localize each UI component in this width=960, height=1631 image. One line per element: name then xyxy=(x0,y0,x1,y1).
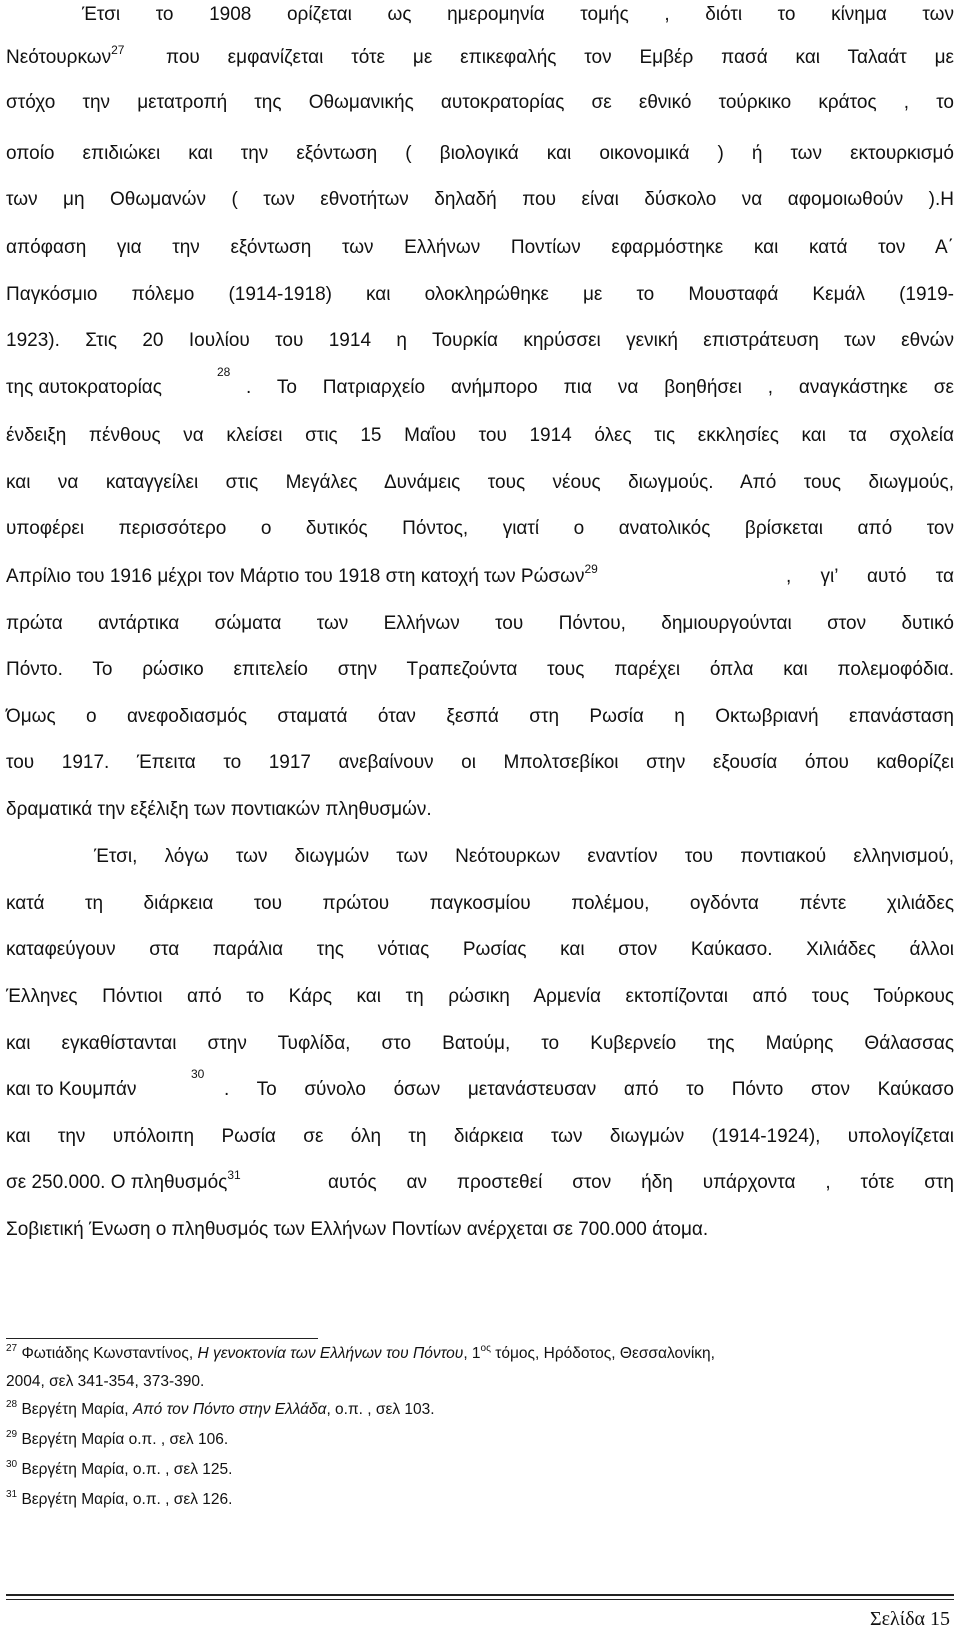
body-line: οποίο επιδιώκει και την εξόντωση ( βιολογικά και οικονομικά ) ή των εκτουρκισμό xyxy=(6,143,954,164)
footer-rule xyxy=(6,1594,954,1600)
page-number: Σελίδα 15 xyxy=(869,1608,950,1630)
body-line: ένδειξη πένθους να κλείσει στις 15 Μαΐου του 1914 όλες τις εκκλησίες και τα σχολεία xyxy=(6,425,954,446)
body-line-continuation: αυτός αν προστεθεί στον ήδη υπάρχοντα , τότε στη xyxy=(328,1172,954,1193)
footnote-27: $^{27}$ Φωτιάδης Κωνσταντίνος, Η γενοκτονία των Ελλήνων του Πόντου, $1^{o\varsigma}$ τόμος, Ηρόδοτος, Θεσσαλονίκη, xyxy=(6,1343,715,1362)
body-line: Απρίλιο του 1916 μέχρι τον Μάρτιο του 1918 στη κατοχή των Ρώσων$^{29}$ xyxy=(6,562,598,587)
body-line: Όμως ο ανεφοδιασμός σταματά όταν ξεσπά στη Ρωσία η Οκτωβριανή επανάσταση xyxy=(6,706,954,727)
footnote-31: $^{31}$ Βεργέτη Μαρία, ο.π. , σελ 126. xyxy=(6,1489,233,1508)
footnote-28: $^{28}$ Βεργέτη Μαρία, Από τον Πόντο στην Ελλάδα, ο.π. , σελ 103. xyxy=(6,1399,435,1418)
body-line-continuation: , γι’ αυτό τα xyxy=(786,566,954,587)
body-line: καταφεύγουν στα παράλια της νότιας Ρωσίας και στον Καύκασο. Χιλιάδες άλλοι xyxy=(6,939,954,960)
body-line: Έτσι, λόγω των διωγμών των Νεότουρκων εναντίον του ποντιακού ελληνισμού, xyxy=(94,846,954,867)
footnote-separator xyxy=(6,1338,318,1339)
body-line: και την υπόλοιπη Ρωσία σε όλη τη διάρκεια των διωγμών (1914-1924), υπολογίζεται xyxy=(6,1126,954,1147)
body-line: Έτσι το 1908 ορίζεται ως ημερομηνία τομής , διότι το κίνημα των xyxy=(82,4,954,25)
body-line: και να καταγγείλει στις Μεγάλες Δυνάμεις τους νέους διωγμούς. Από τους διωγμούς, xyxy=(6,472,954,493)
body-line: και το Κουμπάν xyxy=(6,1079,137,1100)
body-line: Νεότουρκων$^{27}$ xyxy=(6,43,125,68)
body-line: απόφαση για την εξόντωση των Ελλήνων Ποντίων εφαρμόστηκε και κατά τον Α΄ xyxy=(6,237,954,258)
body-line: Πόντο. Το ρώσικο επιτελείο στην Τραπεζούντα τους παρέχει όπλα και πολεμοφόδια. xyxy=(6,659,954,680)
body-line: στόχο την μετατροπή της Οθωμανικής αυτοκρατορίας σε εθνικό τούρκικο κράτος , το xyxy=(6,92,954,113)
body-line: σε 250.000. Ο πληθυσμός$^{31}$ xyxy=(6,1168,241,1193)
body-line: πρώτα αντάρτικα σώματα των Ελλήνων του Πόντου, δημιουργούνται στον δυτικό xyxy=(6,613,954,634)
footnote-ref-29[interactable]: 29 xyxy=(584,562,598,576)
body-line: του 1917. Έπειτα το 1917 ανεβαίνουν οι Μπολτσεβίκοι στην εξουσία όπου καθορίζει xyxy=(6,752,954,773)
body-line: δραματικά την εξέλιξη των ποντιακών πληθυσμών. xyxy=(6,799,432,820)
footnote-29: $^{29}$ Βεργέτη Μαρία ο.π. , σελ 106. xyxy=(6,1429,229,1448)
body-line-continuation: . Το Πατριαρχείο ανήμπορο πια να βοηθήσει , αναγκάστηκε σε xyxy=(246,377,954,398)
body-line: Έλληνες Πόντιοι από το Κάρς και τη ρώσικη Αρμενία εκτοπίζονται από τους Τούρκους xyxy=(6,986,954,1007)
footnote-27-continued: 2004, σελ 341-354, 373-390. xyxy=(6,1373,205,1390)
body-line: 1923). Στις 20 Ιουλίου του 1914 η Τουρκία κηρύσσει γενική επιστράτευση των εθνών xyxy=(6,330,954,351)
footnote-ref-27[interactable]: 27 xyxy=(111,43,125,57)
body-line: των μη Οθωμανών ( των εθνοτήτων δηλαδή που είναι δύσκολο να αφομοιωθούν ).Η xyxy=(6,189,954,210)
footnote-30: $^{30}$ Βεργέτη Μαρία, ο.π. , σελ 125. xyxy=(6,1459,233,1478)
body-line: Παγκόσμιο πόλεμο (1914-1918) και ολοκληρώθηκε με το Μουσταφά Κεμάλ (1919- xyxy=(6,284,954,305)
body-line-continuation: . Το σύνολο όσων μετανάστευσαν από το Πόντο στον Καύκασο xyxy=(224,1079,954,1100)
body-line: κατά τη διάρκεια του πρώτου παγκοσμίου πολέμου, ογδόντα πέντε χιλιάδες xyxy=(6,893,954,914)
body-line: και εγκαθίστανται στην Τυφλίδα, στο Βατούμ, το Κυβερνείο της Μαύρης Θάλασσας xyxy=(6,1033,954,1054)
footnote-ref-31[interactable]: 31 xyxy=(227,1168,241,1182)
body-line: Σοβιετική Ένωση ο πληθυσμός των Ελλήνων Ποντίων ανέρχεται σε 700.000 άτομα. xyxy=(6,1219,709,1240)
body-line: της αυτοκρατορίας xyxy=(6,377,162,398)
body-line-continuation: που εμφανίζεται τότε με επικεφαλής τον Εμβέρ πασά και Ταλαάτ με xyxy=(166,47,954,68)
body-line: υποφέρει περισσότερο ο δυτικός Πόντος, γιατί ο ανατολικός βρίσκεται από τον xyxy=(6,518,954,539)
